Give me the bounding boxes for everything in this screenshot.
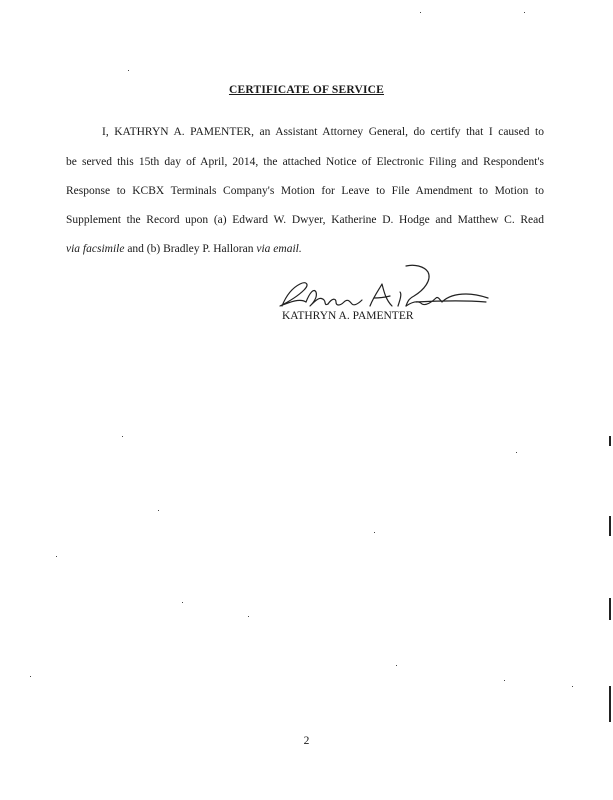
service-method-facsimile: via facsimile — [66, 243, 125, 255]
scan-speck — [128, 70, 129, 71]
scan-speck — [396, 665, 397, 666]
paragraph-line-4: Supplement the Record upon (a) Edward W. Dwyer, Katherine D. Hodge and Matthew C. Read — [66, 214, 544, 226]
scan-speck — [158, 510, 159, 511]
scan-edge-mark — [609, 598, 611, 620]
paragraph-line-5-middle: and (b) Bradley P. Halloran — [124, 243, 257, 255]
scan-speck — [374, 532, 375, 533]
scan-edge-mark — [609, 686, 611, 722]
scan-speck — [420, 12, 421, 13]
scan-speck — [182, 602, 183, 603]
scan-speck — [56, 556, 57, 557]
paragraph-line-3: Response to KCBX Terminals Company's Motion for Leave to File Amendment to Motion to — [66, 185, 544, 197]
signer-name: KATHRYN A. PAMENTER — [282, 310, 414, 322]
scan-edge-mark — [609, 436, 611, 446]
service-method-email: via email. — [256, 243, 302, 255]
scan-edge-mark — [609, 516, 611, 536]
scan-speck — [30, 676, 31, 677]
scan-speck — [516, 452, 517, 453]
certificate-title: CERTIFICATE OF SERVICE — [228, 84, 385, 96]
scan-speck — [572, 686, 573, 687]
paragraph-line-5 — [66, 242, 544, 256]
scan-speck — [524, 12, 525, 13]
paragraph-line-1: I, KATHRYN A. PAMENTER, an Assistant Attorney General, do certify that I caused to — [102, 126, 544, 138]
scan-speck — [504, 680, 505, 681]
scan-speck — [122, 436, 123, 437]
page-number: 2 — [303, 735, 310, 747]
paragraph-line-2: be served this 15th day of April, 2014, the attached Notice of Electronic Filing and Respondent's — [66, 156, 544, 168]
scan-speck — [248, 616, 249, 617]
